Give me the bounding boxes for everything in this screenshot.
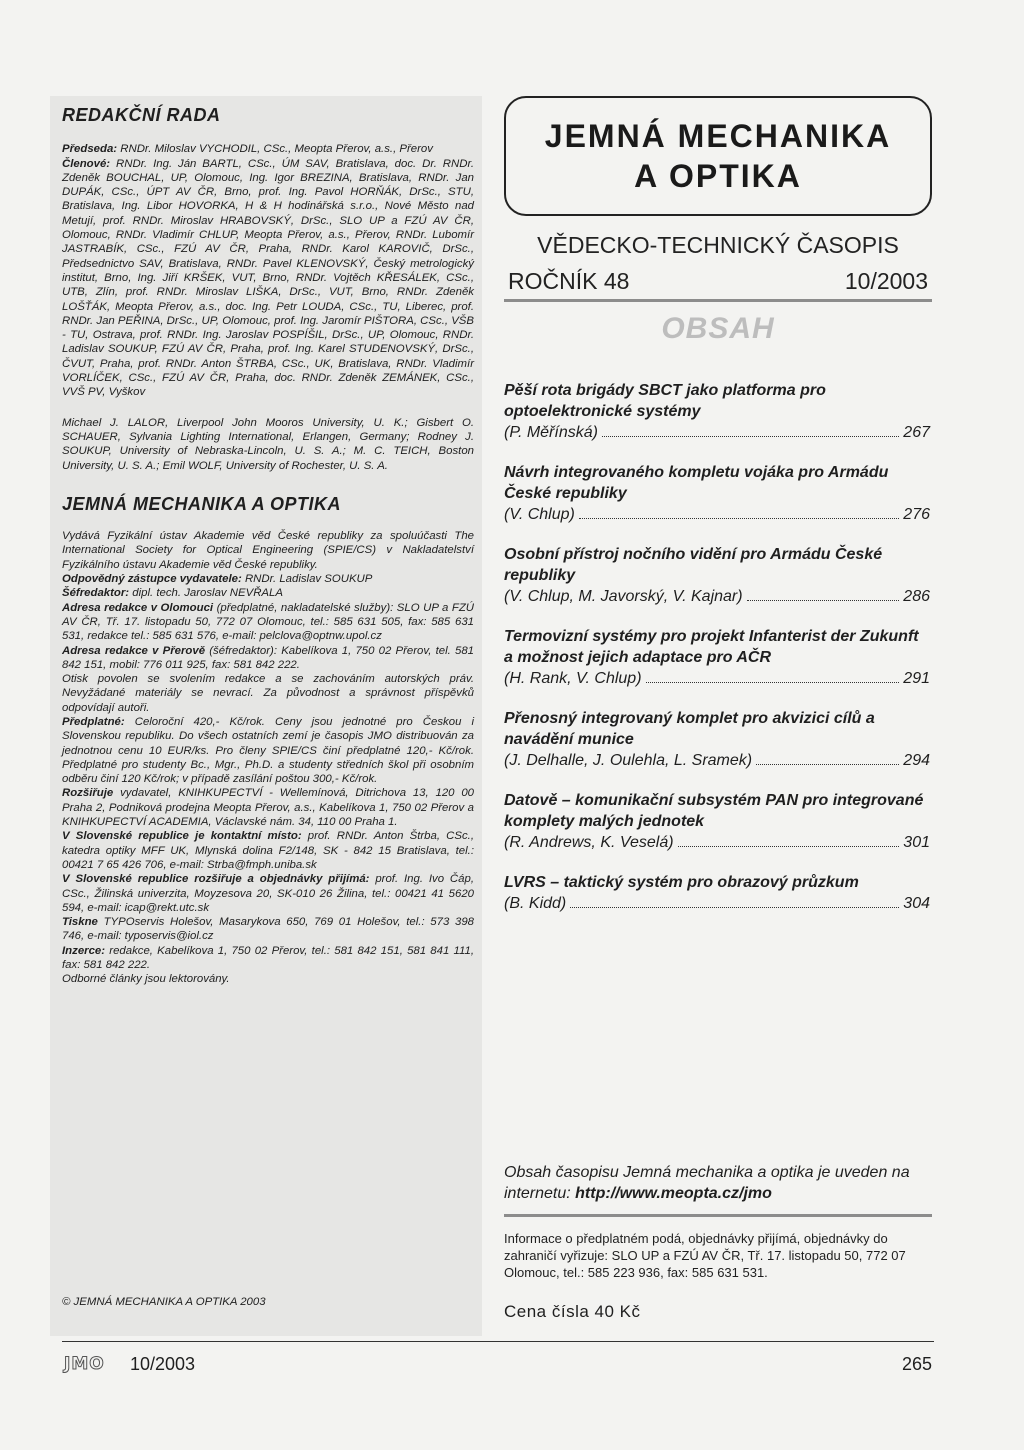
toc-article-title: Datově – komunikační subsystém PAN pro integrované komplety malých jednotek bbox=[504, 792, 924, 830]
toc-item bbox=[504, 462, 930, 525]
toc-leader-dots bbox=[646, 682, 900, 683]
publisher-paragraph bbox=[62, 586, 474, 600]
toc-line bbox=[504, 422, 930, 443]
international-text: Michael J. LALOR, Liverpool John Mooros University, U. K.; Gisbert O. SCHAUER, Sylvania Lighting International, Erlangen, Germany; Rodney J. SOUKUP, University of Nebraska-Lincoln, U. S. A.; M. C. TEICH, Boston University, U. S. A.; Emil WOLF, University of Rochester, U. S. A. bbox=[62, 416, 474, 472]
table-of-contents bbox=[504, 380, 930, 933]
toc-item bbox=[504, 872, 930, 914]
publisher-label: V Slovenské republice je kontaktní místo: bbox=[62, 830, 302, 843]
toc-leader-dots bbox=[579, 518, 899, 519]
board-label: Členové: bbox=[62, 157, 111, 170]
toc-leader-dots bbox=[756, 764, 899, 765]
toc-line bbox=[504, 832, 930, 853]
internet-note bbox=[504, 1162, 932, 1204]
publisher-text: prof. Ing. Ivo Čáp, CSc., Žilinská univerzita, Moyzesova 20, SK-010 26 Žilina, tel.: 00421 41 5620 594, e-mail: icap@rekt.utc.sk bbox=[62, 873, 474, 914]
toc-item bbox=[504, 790, 930, 853]
masthead-title-line1: JEMNÁ MECHANIKA bbox=[544, 118, 892, 154]
publisher-text: vydavatel, KNIHKUPECTVÍ - Wellemínová, Ditrichova 13, 120 00 Praha 2, Podniková prodejna Meopta Přerov, a.s., Kabelíkova 1, 750 02 Přerov a KNIHKUPECTVÍ ACADEMIA, Václavské nám. 34, 110 00 Praha 1. bbox=[62, 787, 474, 829]
toc-authors: (J. Delhalle, J. Oulehla, L. Sramek) bbox=[504, 752, 753, 769]
toc-page-number: 276 bbox=[903, 506, 930, 523]
copyright: © JEMNÁ MECHANIKA A OPTIKA 2003 bbox=[62, 1296, 266, 1308]
volume-row bbox=[508, 268, 928, 295]
toc-leader-dots bbox=[678, 846, 900, 847]
toc-page-number: 304 bbox=[903, 895, 930, 912]
toc-line bbox=[504, 668, 930, 689]
footer-issue: 10/2003 bbox=[130, 1354, 196, 1374]
publisher-paragraph bbox=[62, 715, 474, 786]
publisher-label: Tiskne bbox=[62, 916, 98, 929]
toc-item bbox=[504, 380, 930, 443]
board-text: RNDr. Ing. Ján BARTL, CSc., ÚM SAV, Bratislava, doc. Dr. RNDr. Zdeněk BOUCHAL, UP, Olomouc, Ing. Igor BREZINA, Bratislava, RNDr. Jan DUPÁK, CSc., ÚPT AV ČR, Brno, prof. Ing. Pavol HORŇÁK, DrSc., STU, Bratislava, Ing. Libor HOVORKA, H & H hodinářská s.r.o., Nové Město nad Metují, prof. RNDr. Miroslav HRABOVSKÝ, DrSc., SLO UP a FZÚ AV ČR, Olomouc, RNDr. Vladimír CHLUP, Meopta Přerov, a.s., Přerov, RNDr. Lubomír JASTRABÍK, CSc., FZÚ AV ČR, Praha, RNDr. Karol KAROVIČ, DrSc., Předsednictvo SAV, Bratislava, RNDr. Pavel KLENOVSKÝ, Český metrologický institut, Brno, Ing. Jiří KRŠEK, VUT, Brno, RNDr. Vojtěch KŘESÁLEK, CSc., UTB, Zlín, prof. RNDr. Miroslav LIŠKA, DrSc., VUT, Brno, RNDr. Zdeněk LOŠŤÁK, Meopta Přerov, a.s., doc. Ing. Petr LOUDA, CSc., TU, Liberec, prof. RNDr. Jan PEŘINA, DrSc., UP, Olomouc, prof. Ing. Jaromír PIŠTORA, CSc., VŠB - TU, Ostrava, prof. RNDr. Ing. Jaroslav POSPÍŠIL, DrSc., UP, Olomouc, RNDr. Ladislav SOUKUP, FZÚ AV ČR, Praha, prof. Ing. Karel STUDENOVSKÝ, DrSc., ČVUT, Praha, prof. RNDr. Anton ŠTRBA, CSc., UK, Bratislava, RNDr. Vladimír VORLÍČEK, CSc., FZÚ AV ČR, Praha, doc. RNDr. Zdeněk ZEMÁNEK, CSc., VVŠ PV, Vyškov bbox=[62, 157, 474, 399]
publisher-paragraph bbox=[62, 601, 474, 644]
publisher-paragraph bbox=[62, 672, 474, 715]
masthead-box bbox=[504, 96, 932, 216]
publisher-text: RNDr. Ladislav SOUKUP bbox=[241, 573, 373, 586]
publisher-text: Vydává Fyzikální ústav Akademie věd České republiky za spoluúčasti The International Society for Optical Engineering (SPIE/CS) v Nakladatelství Fyzikálního ústavu Akademie věd České republiky. bbox=[62, 530, 474, 571]
publisher-text: dipl. tech. Jaroslav NEVŘALA bbox=[129, 587, 283, 600]
board-paragraph bbox=[62, 142, 474, 156]
board-members bbox=[62, 142, 474, 399]
toc-line bbox=[504, 504, 930, 525]
publisher-label: Adresa redakce v Olomouci bbox=[62, 601, 214, 614]
toc-article-title: Pěší rota brigády SBCT jako platforma pro optoelektronické systémy bbox=[504, 382, 826, 420]
publisher-text: Odborné články jsou lektorovány. bbox=[62, 973, 230, 986]
publisher-paragraph bbox=[62, 529, 474, 572]
divider bbox=[504, 1214, 932, 1217]
footer-rule bbox=[62, 1341, 934, 1342]
publisher-text: TYPOservis Holešov, Masarykova 650, 769 01 Holešov, tel.: 573 398 746, e-mail: typoservis@iol.cz bbox=[62, 916, 474, 943]
publisher-label: V Slovenské republice rozšiřuje a objednávky přijímá: bbox=[62, 873, 370, 886]
publisher-paragraph bbox=[62, 786, 474, 829]
toc-article-title: LVRS – taktický systém pro obrazový průzkum bbox=[504, 874, 859, 891]
publisher-info bbox=[62, 529, 474, 987]
toc-item bbox=[504, 544, 930, 607]
toc-leader-dots bbox=[747, 600, 900, 601]
toc-article-title: Osobní přístroj nočního vidění pro Armádu České republiky bbox=[504, 546, 883, 584]
board-text: RNDr. Miloslav VYCHODIL, CSc., Meopta Přerov, a.s., Přerov bbox=[117, 143, 433, 156]
publisher-paragraph bbox=[62, 829, 474, 872]
board-label: Předseda: bbox=[62, 143, 118, 156]
masthead-subtitle: VĚDECKO-TECHNICKÝ ČASOPIS bbox=[537, 232, 899, 258]
publisher-label: Adresa redakce v Přerově bbox=[62, 644, 206, 657]
publisher-paragraph bbox=[62, 644, 474, 673]
price: Cena čísla 40 Kč bbox=[504, 1302, 641, 1321]
toc-page-number: 267 bbox=[903, 424, 930, 441]
toc-leader-dots bbox=[602, 436, 899, 437]
contents-heading: OBSAH bbox=[661, 312, 775, 345]
masthead-title-line2: A OPTIKA bbox=[634, 158, 802, 194]
publisher-text: prof. RNDr. Anton Štrba, CSc., katedra optiky MFF UK, Mlynská dolina F2/148, SK - 842 15 Bratislava, tel.: 00421 7 65 426 706, e-mail: Strba@fmph.uniba.sk bbox=[62, 830, 474, 871]
toc-article-title: Návrh integrovaného kompletu vojáka pro Armádu České republiky bbox=[504, 464, 889, 502]
board-title: REDAKČNÍ RADA bbox=[62, 105, 221, 125]
publisher-label: Předplatné: bbox=[62, 715, 125, 728]
page-number: 265 bbox=[901, 1354, 932, 1374]
toc-authors: (P. Měřínská) bbox=[504, 424, 598, 441]
publisher-text: redakce, Kabelíkova 1, 750 02 Přerov, tel.: 581 842 151, 581 841 111, fax: 581 842 222. bbox=[62, 944, 474, 972]
toc-article-title: Termovizní systémy pro projekt Infanterist der Zukunft a možnost jejich adaptace pro AČR bbox=[504, 628, 919, 666]
publisher-paragraph bbox=[62, 972, 474, 986]
board-paragraph bbox=[62, 157, 474, 400]
publisher-label: Rozšiřuje bbox=[62, 787, 114, 800]
divider bbox=[504, 299, 932, 302]
journal-title-left: JEMNÁ MECHANIKA A OPTIKA bbox=[62, 493, 342, 514]
toc-authors: (V. Chlup) bbox=[504, 506, 575, 523]
toc-authors: (V. Chlup, M. Javorský, V. Kajnar) bbox=[504, 588, 743, 605]
toc-page-number: 286 bbox=[903, 588, 930, 605]
toc-page-number: 294 bbox=[903, 752, 930, 769]
toc-page-number: 291 bbox=[903, 670, 930, 687]
toc-item bbox=[504, 626, 930, 689]
footer-logo: JMO bbox=[64, 1354, 105, 1374]
internet-note-text: Obsah časopisu Jemná mechanika a optika je uveden na internetu: bbox=[504, 1164, 910, 1202]
editorial-column bbox=[62, 105, 474, 987]
publisher-text: Otisk povolen se svolením redakce a se zachováním autorských práv. Nevyžádané materiály se nevrací. Za původnost a správnost příspěvků odpovídají autoři. bbox=[62, 673, 474, 714]
subscription-info: Informace o předplatném podá, objednávky přijímá, objednávky do zahraničí vyřizuje: SLO UP a FZÚ AV ČR, Tř. 17. listopadu 50, 772 07 Olomouc, tel.: 585 223 936, fax: 585 631 531. bbox=[504, 1231, 906, 1280]
publisher-text: (předplatné, nakladatelské služby): SLO UP a FZÚ AV ČR, Tř. 17. listopadu 50, 772 07 Olomouc, tel.: 585 631 505, fax: 585 631 531, redakce tel.: 585 631 576, e-mail: pelclova@optnw.upol.cz bbox=[62, 601, 474, 643]
publisher-paragraph bbox=[62, 572, 474, 586]
toc-authors: (R. Andrews, K. Veselá) bbox=[504, 834, 674, 851]
toc-line bbox=[504, 893, 930, 914]
publisher-paragraph bbox=[62, 872, 474, 915]
toc-authors: (B. Kidd) bbox=[504, 895, 567, 912]
toc-line bbox=[504, 750, 930, 771]
publisher-text: (šéfredaktor): Kabelíkova 1, 750 02 Přerov, tel. 581 842 151, mobil: 776 011 925, fax: 581 842 222. bbox=[62, 644, 474, 671]
toc-authors: (H. Rank, V. Chlup) bbox=[504, 670, 642, 687]
toc-article-title: Přenosný integrovaný komplet pro akvizici cílů a navádění munice bbox=[504, 710, 875, 748]
publisher-label: Odpovědný zástupce vydavatele: bbox=[62, 573, 242, 586]
toc-line bbox=[504, 586, 930, 607]
international-board bbox=[62, 416, 474, 473]
internet-url[interactable]: http://www.meopta.cz/jmo bbox=[575, 1185, 772, 1202]
publisher-label: Šéfredaktor: bbox=[62, 587, 130, 600]
publisher-text: Celoroční 420,- Kč/rok. Ceny jsou jednotné pro Českou i Slovenskou republiku. Do všech ostatních zemí je časopis JMO distribuován za jednotnou cenu 10 EUR/ks. Pro členy SPIE/CS činí předplatné 120,- Kč/rok. Předplatné pro studenty Bc., Mgr., Ph.D. a studenty středních škol při osobním odběru činí 120 Kč/rok; v případě zasílání poštou 300,- Kč/rok. bbox=[62, 715, 474, 786]
issue: 10/2003 bbox=[844, 268, 928, 294]
volume: ROČNÍK 48 bbox=[508, 268, 630, 294]
publisher-paragraph bbox=[62, 944, 474, 973]
publisher-label: Inzerce: bbox=[62, 944, 106, 957]
toc-page-number: 301 bbox=[903, 834, 930, 851]
toc-leader-dots bbox=[570, 907, 899, 908]
publisher-paragraph bbox=[62, 915, 474, 944]
toc-item bbox=[504, 708, 930, 771]
